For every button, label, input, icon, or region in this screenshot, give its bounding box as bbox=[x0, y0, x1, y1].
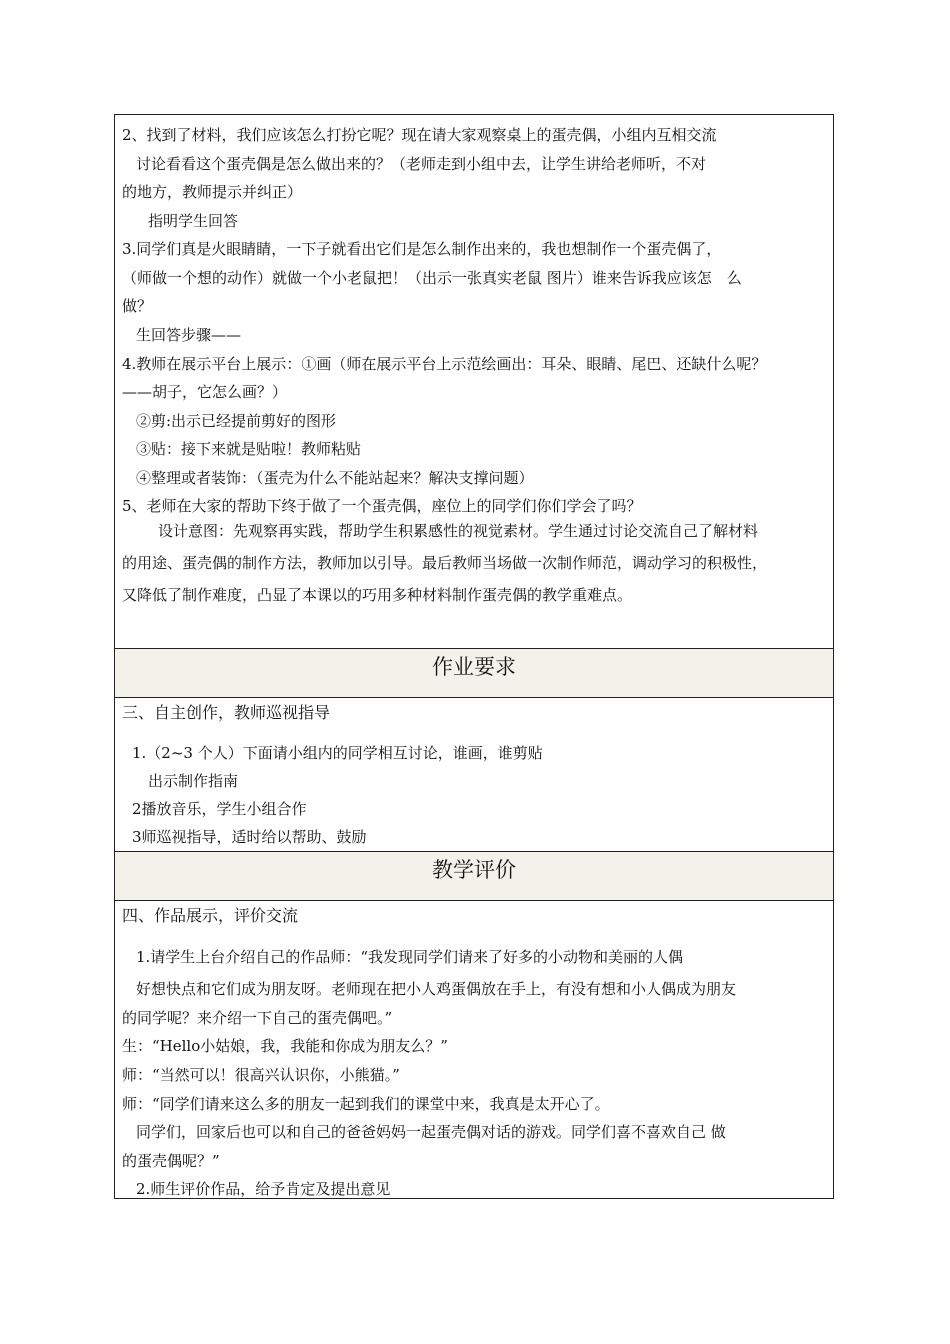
section-title: 三、自主创作，教师巡视指导 bbox=[122, 703, 331, 722]
text-line: 的蛋壳偶呢？” bbox=[122, 1152, 220, 1170]
text-line: 的用途、蛋壳偶的制作方法，教师加以引导。最后教师当场做一次制作师范，调动学习的积极性， bbox=[122, 554, 768, 572]
text-line: （师做一个想的动作）就做一个小老鼠把！（出示一张真实老鼠 图片）谁来告诉我应该怎 么 bbox=[122, 269, 742, 287]
text-line: 做？ bbox=[122, 297, 153, 315]
text-line: 指明学生回答 bbox=[148, 212, 239, 230]
text-line: 的同学呢？来介绍一下自己的蛋壳偶吧。” bbox=[122, 1009, 393, 1027]
text-line: ——胡子，它怎么画？） bbox=[122, 383, 288, 401]
text-line: 4.教师在展示平台上展示：①画（师在展示平台上示范绘画出：耳朵、眼睛、尾巴、还缺什么呢？ bbox=[122, 355, 767, 373]
text-line: 的地方，教师提示并纠正） bbox=[122, 183, 303, 201]
lesson-plan-table bbox=[114, 114, 834, 1199]
text-line: 3.同学们真是火眼睛睛，一下子就看出它们是怎么制作出来的，我也想制作一个蛋壳偶了， bbox=[122, 240, 722, 258]
text-line: 5、老师在大家的帮助下终于做了一个蛋壳偶，座位上的同学们你们学会了吗？ bbox=[122, 497, 642, 515]
section-title: 四、作品展示，评价交流 bbox=[122, 906, 299, 925]
text-line: 3师巡视指导，适时给以帮助、鼓励 bbox=[132, 828, 367, 846]
teaching-process-cell bbox=[115, 115, 833, 648]
text-line: 设计意图：先观察再实践，帮助学生积累感性的视觉素材。学生通过讨论交流自己了解材料 bbox=[158, 522, 759, 540]
evaluation-header-cell bbox=[115, 851, 833, 901]
homework-header-cell bbox=[115, 648, 833, 698]
text-line: 2、找到了材料，我们应该怎么打扮它呢？现在请大家观察桌上的蛋壳偶，小组内互相交流 bbox=[122, 126, 717, 144]
text-line: 好想快点和它们成为朋友呀。老师现在把小人鸡蛋偶放在手上，有没有想和小人偶成为朋友 bbox=[136, 980, 737, 998]
text-line: 1.（2~3 个人）下面请小组内的同学相互讨论，谁画，谁剪贴 bbox=[132, 744, 543, 762]
text-line: 2播放音乐，学生小组合作 bbox=[132, 800, 307, 818]
text-line: 1.请学生上台介绍自己的作品师：“我发现同学们请来了好多的小动物和美丽的人偶 bbox=[136, 948, 683, 966]
evaluation-cell bbox=[115, 901, 833, 1200]
text-line: ②剪:出示已经提前剪好的图形 bbox=[136, 412, 337, 430]
text-line: 生：“Hello小姑娘，我，我能和你成为朋友么？” bbox=[122, 1037, 448, 1055]
homework-header: 作业要求 bbox=[432, 655, 516, 679]
text-line: 生回答步骤—— bbox=[136, 326, 242, 344]
text-line: 又降低了制作难度，凸显了本课以的巧用多种材料制作蛋壳偶的教学重难点。 bbox=[122, 586, 633, 604]
text-line: 出示制作指南 bbox=[148, 772, 239, 790]
creation-cell bbox=[115, 698, 833, 851]
text-line: 讨论看看这个蛋壳偶是怎么做出来的？（老师走到小组中去，让学生讲给老师听，不对 bbox=[136, 155, 707, 173]
text-line: ③贴：接下来就是贴啦！教师粘贴 bbox=[136, 440, 362, 458]
text-line: 2.师生评价作品，给予肯定及提出意见 bbox=[136, 1180, 391, 1198]
text-line: 师：“同学们请来这么多的朋友一起到我们的课堂中来，我真是太开心了。 bbox=[122, 1095, 610, 1113]
text-line: 师：“当然可以！很高兴认识你，小熊猫。” bbox=[122, 1066, 400, 1084]
evaluation-header: 教学评价 bbox=[432, 858, 516, 882]
text-line: 同学们，回家后也可以和自己的爸爸妈妈一起蛋壳偶对话的游戏。同学们喜不喜欢自己 做 bbox=[136, 1123, 726, 1141]
text-line: ④整理或者装饰：（蛋壳为什么不能站起来？解决支撑问题） bbox=[136, 469, 534, 487]
